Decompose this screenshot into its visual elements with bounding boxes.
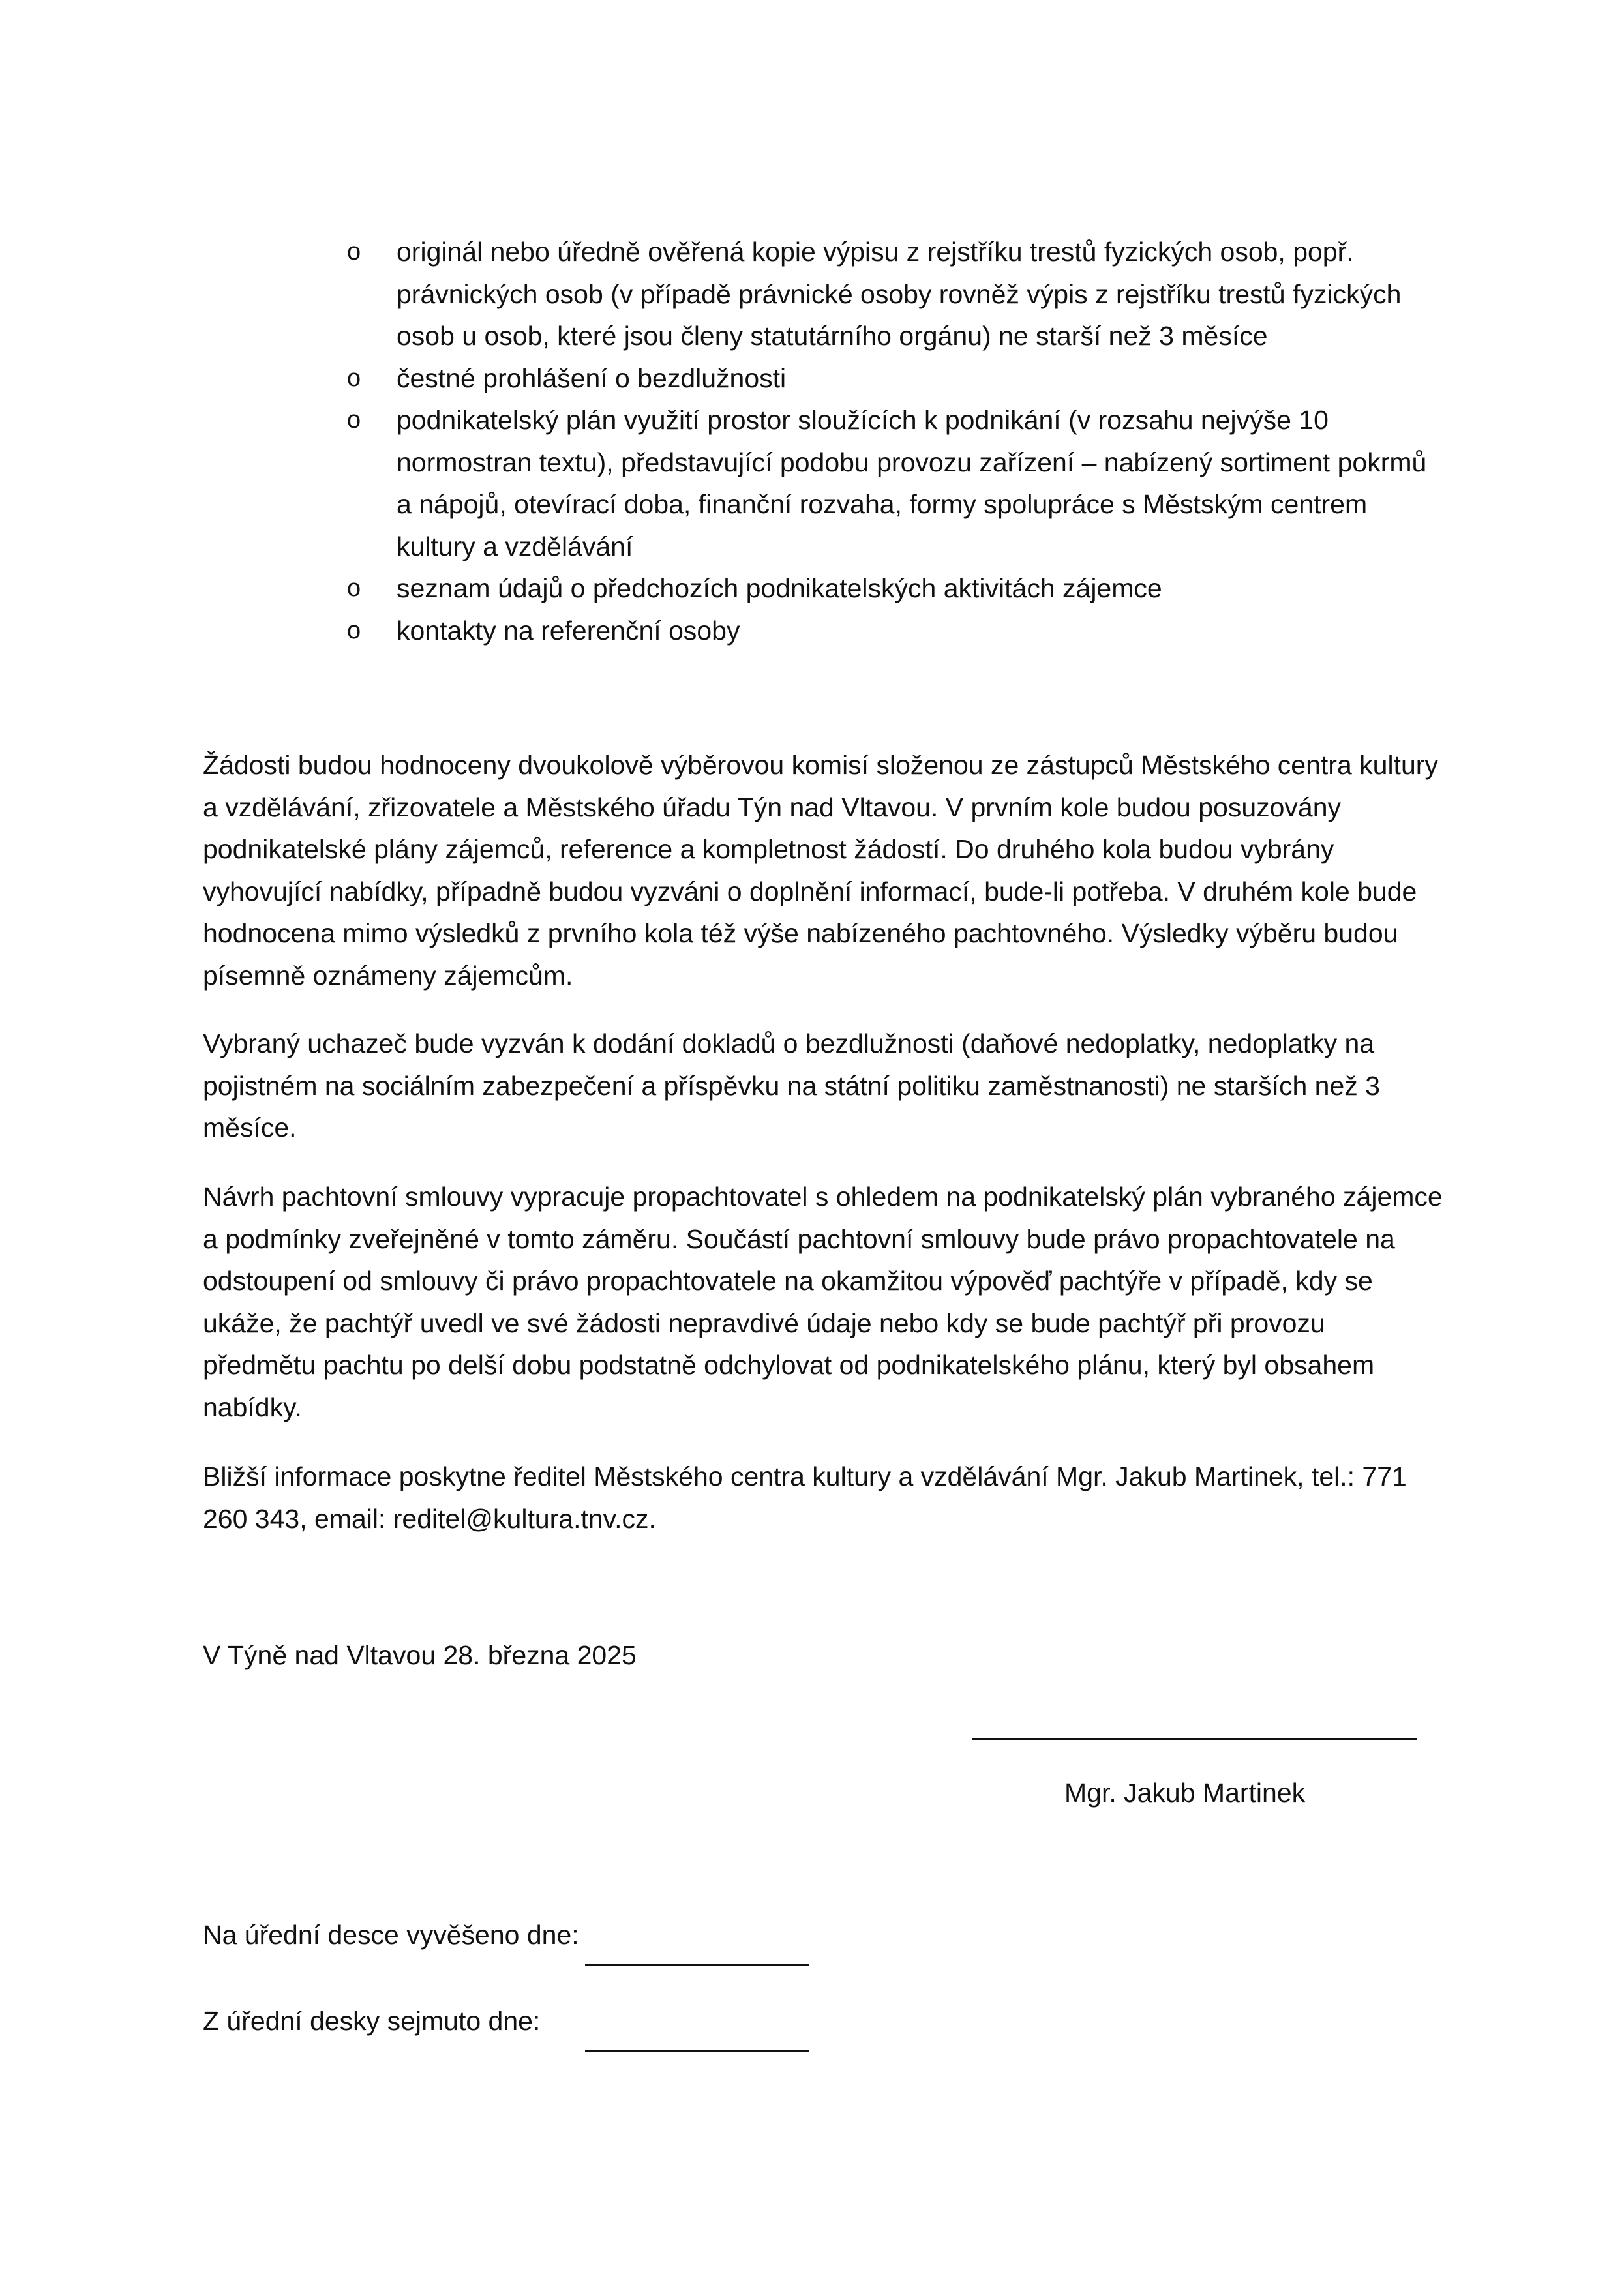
list-item [347,399,1443,567]
signature-line [972,1738,1417,1740]
posted-date-label: Na úřední desce vyvěšeno dne: [203,1920,579,1950]
list-item-text: podnikatelský plán využití prostor sloužících k podnikání (v rozsahu nejvýše 10 normostran textu), představující podobu provozu zařízení – nabízený sortiment pokrmů a nápojů, otevírací doba, finanční rozvaha, formy spolupráce s Městským centrem kultury a vzdělávání [397,405,1427,561]
list-item-text: seznam údajů o předchozích podnikatelských aktivitách zájemce [397,573,1162,603]
documents-paragraph: Vybraný uchazeč bude vyzván k dodání dokladů o bezdlužnosti (daňové nedoplatky, nedoplatky na pojistném na sociálním zabezpečení a příspěvku na státní politiku zaměstnanosti) ne starších než 3 měsíce. [203,1028,1380,1143]
list-item [347,610,1443,652]
signatory-name: Mgr. Jakub Martinek [1064,1778,1306,1808]
bullet-marker: o [347,616,361,644]
posted-date-blank [585,1964,809,1966]
bullet-marker: o [347,406,361,434]
requirements-list [347,231,1443,651]
contact-paragraph: Bližší informace poskytne ředitel Městského centra kultury a vzdělávání Mgr. Jakub Martinek, tel.: 771 260 343, email: reditel@kultura.tnv.cz. [203,1461,1407,1534]
evaluation-paragraph: Žádosti budou hodnoceny dvoukolově výběrovou komisí složenou ze zástupců Městského centra kultury a vzdělávání, zřizovatele a Městského úřadu Týn nad Vltavou. V prvním kole budou posuzovány podnikatelské plány zájemců, reference a kompletnost žádostí. Do druhého kola budou vybrány vyhovující nabídky, případně budou vyzváni o doplnění informací, bude-li potřeba. V druhém kole bude hodnocena mimo výsledků z prvního kola též výše nabízeného pachtovného. Výsledky výběru budou písemně oznámeny zájemcům. [203,750,1438,991]
list-item [347,357,1443,400]
contract-paragraph: Návrh pachtovní smlouvy vypracuje propachtovatel s ohledem na podnikatelský plán vybraného zájemce a podmínky zveřejněné v tomto záměru. Součástí pachtovní smlouvy bude právo propachtovatele na odstoupení od smlouvy či právo propachtovatele na okamžitou výpověď pachtýře v případě, kdy se ukáže, že pachtýř uvedl ve své žádosti nepravdivé údaje nebo kdy se bude pachtýř při provozu předmětu pachtu po delší dobu podstatně odchylovat od podnikatelského plánu, který byl obsahem nabídky. [203,1182,1443,1422]
list-item-text: čestné prohlášení o bezdlužnosti [397,363,787,393]
bullet-marker: o [347,238,361,265]
dateline: V Týně nad Vltavou 28. března 2025 [203,1640,637,1670]
bullet-marker: o [347,575,361,602]
removed-date-label: Z úřední desky sejmuto dne: [203,2006,541,2036]
list-item [347,567,1443,610]
bullet-marker: o [347,364,361,392]
list-item-text: kontakty na referenční osoby [397,615,740,646]
list-item [347,231,1443,357]
list-item-text: originál nebo úředně ověřená kopie výpisu z rejstříku trestů fyzických osob, popř. právnických osob (v případě právnické osoby rovněž výpis z rejstříku trestů fyzických osob u osob, které jsou členy statutárního orgánu) ne starší než 3 měsíce [397,237,1402,351]
removed-date-blank [585,2050,809,2052]
